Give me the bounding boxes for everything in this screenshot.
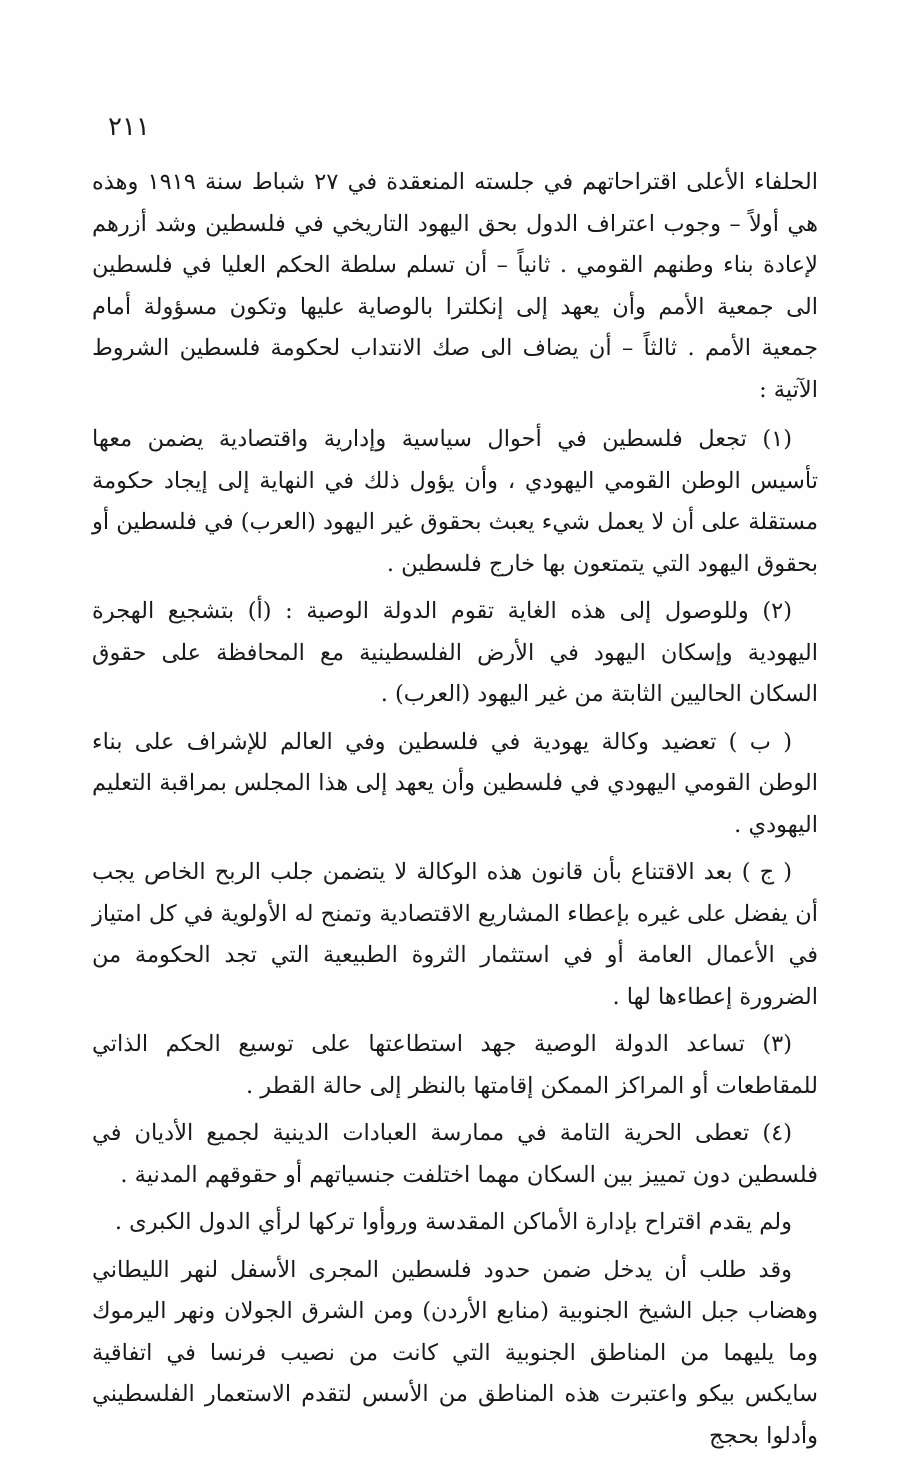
paragraph-holy-places: ولم يقدم اقتراح بإدارة الأماكن المقدسة وروأوا تركها لرأي الدول الكبرى .	[114, 1209, 792, 1235]
paragraph-intro: الحلفاء الأعلى اقتراحاتهم في جلسته المنعقدة في ٢٧ شباط سنة ١٩١٩ وهذه هي أولاً – وجوب اعتراف الدول بحق اليهود التاريخي في فلسطين وشد أزرهم لإعادة بناء وطنهم القومي . ثانياً – أن تسلم سلطة الحكم العليا في فلسطين الى جمعية الأمم وأن يعهد إلى إنكلترا بالوصاية عليها وتكون مسؤولة أمام جمعية الأمم . ثالثاً – أن يضاف الى صك الانتداب لحكومة فلسطين الشروط الآتية :	[92, 169, 819, 403]
page-number: ٢١١	[108, 112, 150, 142]
paragraph-condition-4: (٤) تعطى الحرية التامة في ممارسة العبادات الدينية لجميع الأديان في فلسطين دون تمييز بين السكان مهما اختلفت جنسياتهم أو حقوقهم المدنية .	[92, 1120, 818, 1188]
paragraph-borders: وقد طلب أن يدخل ضمن حدود فلسطين المجرى الأسفل لنهر الليطاني وهضاب جبل الشيخ الجنوبية (منابع الأردن) ومن الشرق الجولان ونهر اليرموك وما يليهما من المناطق الجنوبية التي كانت من نصيب فرنسا في اتفاقية سايكس بيكو واعتبرت هذه المناطق من الأسس لتقدم الاستعمار الفلسطيني وأدلوا بحجج	[92, 1256, 818, 1449]
body-text	[92, 162, 818, 1463]
paragraph-condition-2: (٢) وللوصول إلى هذه الغاية تقوم الدولة الوصية : (أ) بتشجيع الهجرة اليهودية وإسكان اليهود في الأرض الفلسطينية مع المحافظة على حقوق السكان الحاليين الثابتة من غير اليهود (العرب) .	[92, 598, 818, 707]
paragraph-condition-2b: ( ب ) تعضيد وكالة يهودية في فلسطين وفي العالم للإشراف على بناء الوطن القومي اليهودي في فلسطين وأن يعهد إلى هذا المجلس بمراقبة التعليم اليهودي .	[92, 728, 818, 838]
paragraph-condition-1: (١) تجعل فلسطين في أحوال سياسية وإدارية واقتصادية يضمن معها تأسيس الوطن القومي اليهودي ، وأن يؤول ذلك في النهاية إلى إيجاد حكومة مستقلة على أن لا يعمل شيء يعبث بحقوق غير اليهود (العرب) في فلسطين أو بحقوق اليهود التي يتمتعون بها خارج فلسطين .	[92, 426, 818, 577]
paragraph-condition-2c: ( ج ) بعد الاقتناع بأن قانون هذه الوكالة لا يتضمن جلب الربح الخاص يجب أن يفضل على غيره بإعطاء المشاريع الاقتصادية وتمنح له الأولوية في كل امتياز في الأعمال العامة أو في استثمار الثروة الطبيعية التي تجد الحكومة من الضرورة إعطاءها لها .	[92, 859, 818, 1010]
paragraph-condition-3: (٣) تساعد الدولة الوصية جهد استطاعتها على توسيع الحكم الذاتي للمقاطعات أو المراكز الممكن إقامتها بالنظر إلى حالة القطر .	[92, 1031, 818, 1099]
